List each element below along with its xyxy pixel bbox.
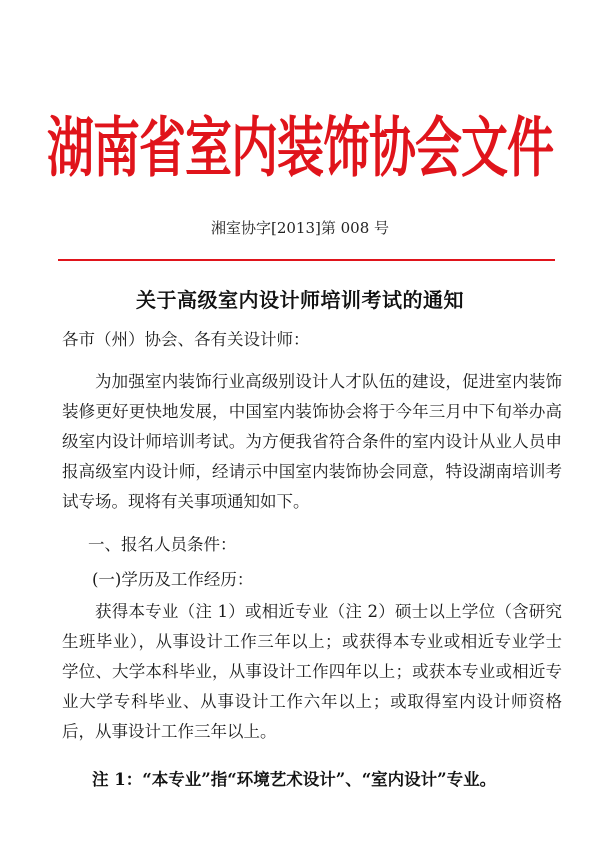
- salutation: 各市（州）协会、各有关设计师：: [62, 330, 310, 349]
- subsection-heading-1: (一)学历及工作经历：: [92, 570, 254, 589]
- requirements-paragraph: 获得本专业（注 1）或相近专业（注 2）硕士以上学位（含研究生班毕业），从事设计工作三年以上；或获得本专业或相近专业学士学位、大学本科毕业，从事设计工作四年以上；或获本专业或相近专业大学专科毕业、从事设计工作六年以上；或取得室内设计师资格后，从事设计工作三年以上。: [62, 602, 562, 741]
- section-heading-1: 一、报名人员条件：: [88, 535, 237, 554]
- red-divider: [58, 259, 555, 261]
- notice-title: 关于高级室内设计师培训考试的通知: [136, 288, 464, 312]
- masthead-title: 湖南省室内装饰协会文件: [47, 110, 553, 187]
- document-number: 湘室协字[2013]第 008 号: [210, 219, 390, 237]
- note-1: 注 1：“本专业”指“环境艺术设计”、“室内设计”专业。: [92, 770, 497, 789]
- intro-paragraph: 为加强室内装饰行业高级别设计人才队伍的建设，促进室内装饰装修更好更快地发展，中国室内装饰协会将于今年三月中下旬举办高级室内设计师培训考试。为方便我省符合条件的室内设计从业人员申报高级室内设计师，经请示中国室内装饰协会同意，特设湖南培训考试专场。现将有关事项通知如下。: [62, 372, 562, 511]
